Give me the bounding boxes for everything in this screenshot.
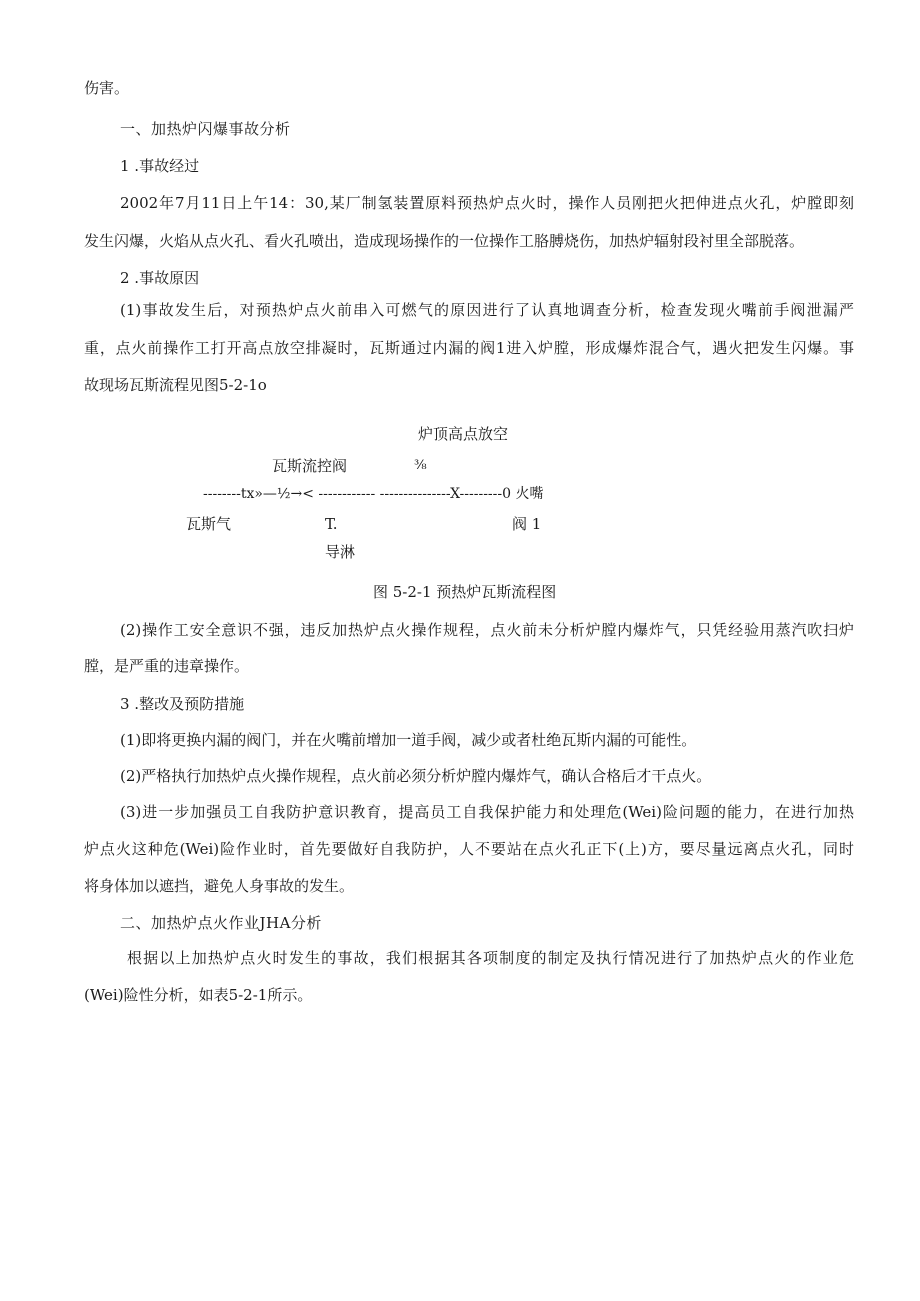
paragraph-line: 膛，是严重的违章操作。 bbox=[84, 657, 250, 675]
paragraph-line: (1)即将更换内漏的阀门，并在火嘴前增加一道手阀，减少或者杜绝瓦斯内漏的可能性。 bbox=[120, 731, 697, 749]
section-heading: 二、加热炉点火作业JHA分析 bbox=[120, 914, 322, 932]
paragraph-line: 故现场瓦斯流程见图5-2-1o bbox=[84, 376, 267, 394]
section-heading: 一、加热炉闪爆事故分析 bbox=[120, 120, 291, 138]
gas-control-valve-label: 瓦斯流控阀 bbox=[272, 457, 348, 475]
paragraph-line: 将身体加以遮挡，避免人身事故的发生。 bbox=[84, 877, 355, 895]
paragraph-line: 伤害。 bbox=[84, 79, 130, 97]
subsection-heading: 2 .事故原因 bbox=[120, 269, 200, 287]
paragraph-line: (2)严格执行加热炉点火操作规程，点火前必须分析炉膛内爆炸气，确认合格后才干点火。 bbox=[120, 767, 712, 785]
gas-flow-line: --------tx»—½→< ------------ ---------------X---------0 火嘴 bbox=[203, 486, 544, 502]
paragraph-line: 根据以上加热炉点火时发生的事故，我们根据其各项制度的制定及执行情况进行了加热炉点火的作业危 bbox=[127, 949, 854, 967]
subsection-heading: 1 .事故经过 bbox=[120, 157, 200, 175]
subsection-heading: 3 .整改及预防措施 bbox=[120, 695, 245, 713]
fraction-mark: ⅜ bbox=[414, 458, 427, 473]
paragraph-line: 重，点火前操作工打开高点放空排凝时，瓦斯通过内漏的阀1进入炉膛，形成爆炸混合气，遇火把发生闪爆。事 bbox=[84, 339, 854, 357]
paragraph-line: (3)进一步加强员工自我防护意识教育，提高员工自我保护能力和处理危(Wei)险问题的能力，在进行加热 bbox=[120, 803, 854, 821]
paragraph-line: 2002年7月11日上午14：30,某厂制氢装置原料预热炉点火时，操作人员刚把火把伸进点火孔，炉膛即刻 bbox=[120, 194, 854, 212]
figure-caption: 图 5-2-1 预热炉瓦斯流程图 bbox=[373, 583, 557, 601]
roof-vent-label: 炉顶高点放空 bbox=[418, 425, 509, 443]
paragraph-line: (Wei)险性分析，如表5-2-1所示。 bbox=[84, 986, 313, 1004]
valve-1-label: 阀 1 bbox=[512, 515, 542, 533]
paragraph-line: (1)事故发生后，对预热炉点火前串入可燃气的原因进行了认真地调查分析，检查发现火嘴前手阀泄漏严 bbox=[120, 301, 854, 319]
gas-source-label: 瓦斯气 bbox=[186, 515, 232, 533]
paragraph-line: (2)操作工安全意识不强，违反加热炉点火操作规程，点火前未分析炉膛内爆炸气，只凭经验用蒸汽吹扫炉 bbox=[120, 621, 854, 639]
tee-label: T. bbox=[325, 515, 338, 533]
paragraph-line: 炉点火这种危(Wei)险作业时，首先要做好自我防护，人不要站在点火孔正下(上)方，要尽量远离点火孔，同时 bbox=[84, 840, 854, 858]
drain-label: 导淋 bbox=[325, 543, 356, 561]
paragraph-line: 发生闪爆，火焰从点火孔、看火孔喷出，造成现场操作的一位操作工胳膊烧伤，加热炉辐射段衬里全部脱落。 bbox=[84, 232, 805, 250]
